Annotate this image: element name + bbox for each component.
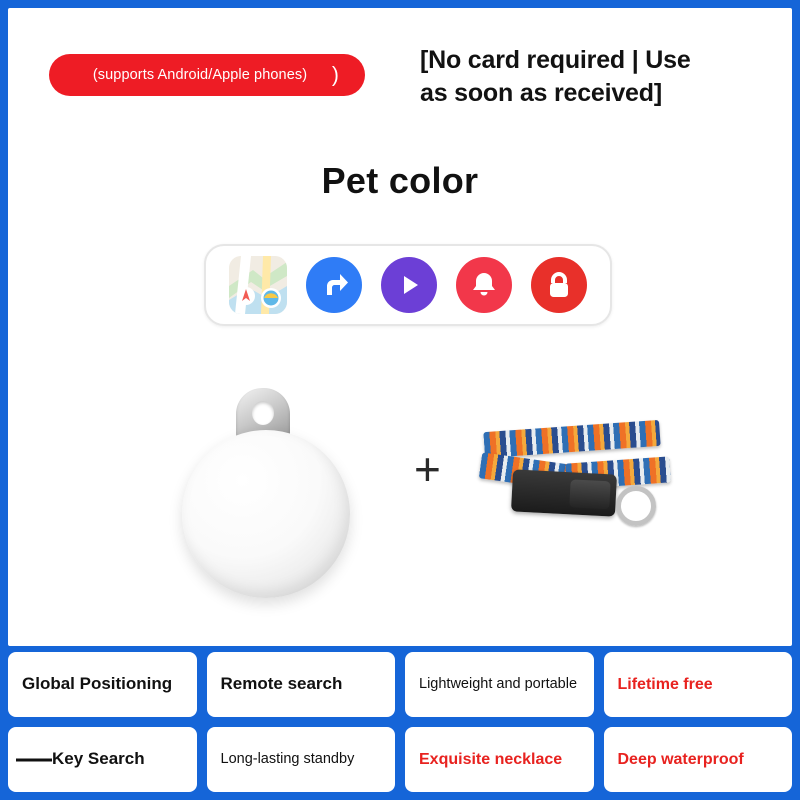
maps-icon xyxy=(229,256,287,314)
app-icon-strip xyxy=(204,244,612,326)
headline-line-2: as soon as received] xyxy=(420,79,662,107)
feature-item xyxy=(8,652,197,717)
feature-label: Lightweight and portable xyxy=(419,675,578,692)
feature-label: Global Positioning xyxy=(22,674,173,694)
feature-label: Remote search xyxy=(220,674,343,694)
feature-item xyxy=(207,727,396,792)
plus-sign: + xyxy=(414,443,441,495)
feature-label: Key Search xyxy=(52,749,145,769)
feature-label: Long-lasting standby xyxy=(220,750,355,767)
feature-label: Lifetime free xyxy=(617,675,713,693)
product-composition xyxy=(8,358,792,638)
collar-strap-top xyxy=(483,420,660,458)
badge-label: (supports Android/Apple phones) xyxy=(92,67,308,83)
feature-grid xyxy=(8,652,792,792)
play-icon xyxy=(381,257,437,313)
navigation-arrow-icon xyxy=(306,257,362,313)
main-white-panel xyxy=(8,8,792,646)
feature-item xyxy=(405,727,594,792)
feature-item xyxy=(207,652,396,717)
android-apple-support-badge xyxy=(49,54,365,96)
collar-buckle xyxy=(511,469,617,516)
feature-item xyxy=(8,727,197,792)
feature-label: Exquisite necklace xyxy=(419,750,563,768)
badge-paren: ) xyxy=(331,63,339,87)
dash-icon xyxy=(16,758,52,761)
feature-item xyxy=(604,652,793,717)
lock-icon xyxy=(531,257,587,313)
tracker-disc xyxy=(182,430,350,598)
feature-label: Deep waterproof xyxy=(617,750,744,768)
feature-item xyxy=(405,652,594,717)
collar-d-ring xyxy=(616,486,656,526)
page-title: Pet color xyxy=(321,160,479,201)
headline-line-1: [No card required | Use xyxy=(420,46,691,74)
pet-collar xyxy=(470,416,670,546)
feature-item xyxy=(604,727,793,792)
headline-text xyxy=(420,44,750,110)
bell-icon xyxy=(456,257,512,313)
gps-tracker-tag xyxy=(176,388,356,598)
